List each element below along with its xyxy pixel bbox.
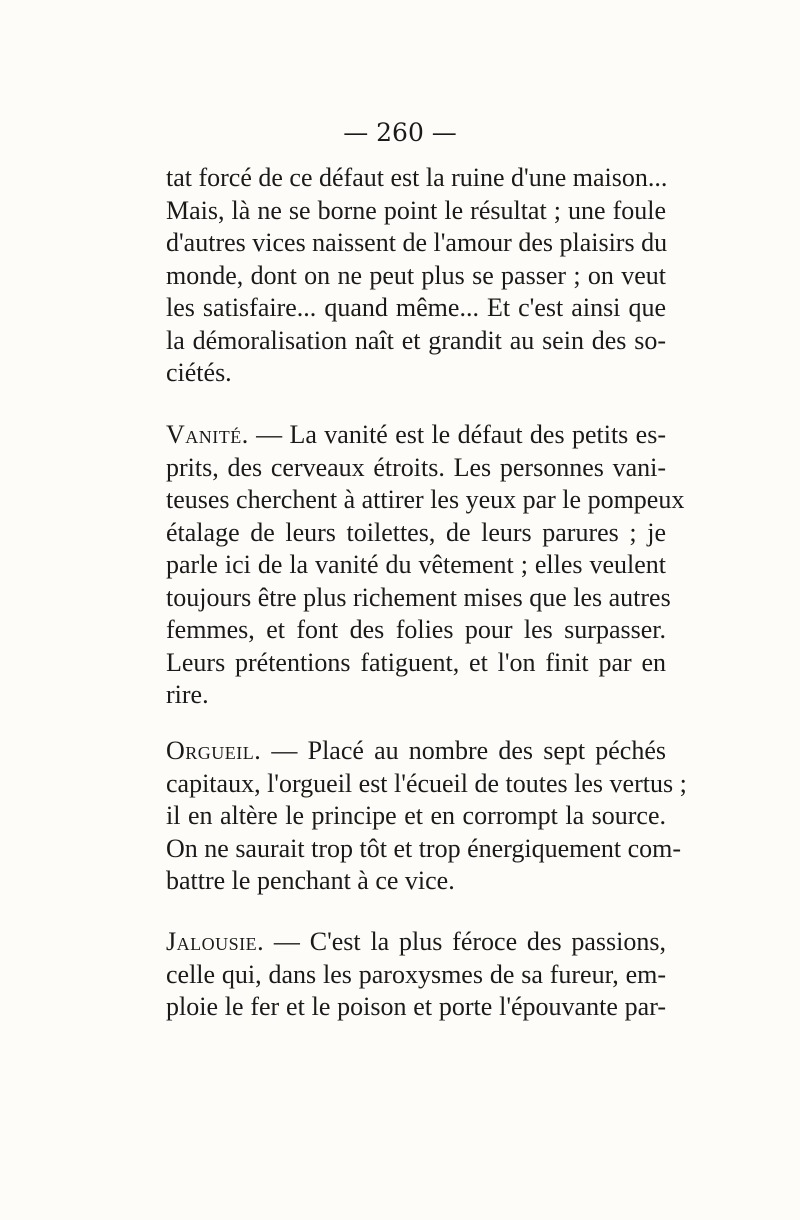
text-line: femmes, et font des folies pour les surpasser.	[166, 615, 666, 644]
page-number: — 260 —	[343, 118, 457, 147]
text-line: teuses cherchent à attirer les yeux par le pompeux	[166, 485, 685, 514]
text-line: rire.	[166, 680, 209, 709]
text-line: il en altère le principe et en corrompt la source.	[166, 801, 666, 830]
section-heading-vanite: Vanité.	[166, 420, 249, 449]
text-run: — C'est la plus féroce des passions,	[264, 927, 666, 956]
text-line: la démoralisation naît et grandit au sein des so-	[166, 325, 666, 355]
text-line: Mais, là ne se borne point le résultat ; une foule	[166, 195, 666, 225]
text-line: étalage de leurs toilettes, de leurs parures ; je	[166, 517, 666, 547]
paragraph-continuation	[166, 162, 666, 390]
text-line: ploie le fer et le poison et porte l'épouvante par-	[166, 992, 666, 1021]
paragraph-first-line	[166, 419, 666, 452]
text-line: parle ici de la vanité du vêtement ; elles veulent	[166, 550, 666, 579]
paragraph-vanite	[166, 419, 685, 712]
text-line: battre le penchant à ce vice.	[166, 866, 455, 895]
text-line: toujours être plus richement mises que les autres	[166, 582, 671, 612]
text-line: les satisfaire... quand même... Et c'est ainsi que	[166, 293, 666, 322]
text-line: celle qui, dans les paroxysmes de sa fureur, em-	[166, 959, 666, 989]
paragraph-first-line	[166, 735, 666, 768]
text-line: tat forcé de ce défaut est la ruine d'une maison...	[166, 163, 668, 192]
text-line: ciétés.	[166, 358, 232, 387]
text-run: — La vanité est le défaut des petits es-	[248, 420, 666, 449]
text-line: On ne saurait trop tôt et trop énergiquement com-	[166, 833, 682, 863]
paragraph-jalousie	[166, 926, 666, 1024]
paragraph-first-line	[166, 926, 666, 959]
paragraph-orgueil	[166, 735, 687, 898]
text-line: prits, des cerveaux étroits. Les personnes vani-	[166, 452, 666, 482]
text-line: Leurs prétentions fatiguent, et l'on finit par en	[166, 647, 666, 677]
text-line: capitaux, l'orgueil est l'écueil de toutes les vertus ;	[166, 768, 687, 798]
section-heading-jalousie: Jalousie.	[166, 927, 265, 956]
text-line: monde, dont on ne peut plus se passer ; on veut	[166, 260, 666, 290]
text-run: — Placé au nombre des sept péchés	[261, 736, 666, 765]
section-heading-orgueil: Orgueil.	[166, 736, 262, 765]
text-line: d'autres vices naissent de l'amour des plaisirs du	[166, 228, 668, 257]
